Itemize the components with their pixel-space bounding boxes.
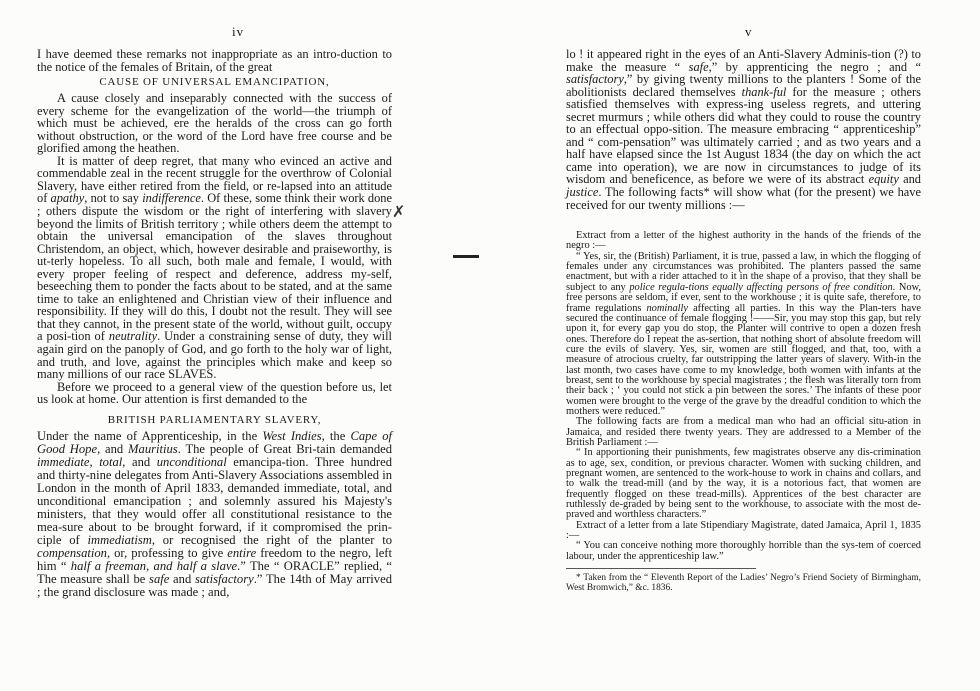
margin-dash-mark — [453, 255, 479, 258]
heading-parliamentary-slavery: BRITISH PARLIAMENTARY SLAVERY, — [107, 413, 322, 426]
italic-unconditional: unconditional — [156, 454, 227, 469]
footnote: * Taken from the “ Eleventh Report of the Ladies’ Negro’s Friend Society of Birmingham, West Bromwich,” &c. 1836. — [566, 573, 921, 594]
right-page — [490, 0, 980, 691]
text-span: , — [89, 454, 100, 469]
text-span: and — [169, 571, 195, 586]
italic-thankful: thank-ful — [741, 84, 787, 99]
text-span: , or recognised the right of the planter to — [151, 532, 392, 547]
text-span: , the — [321, 428, 351, 443]
text-span: , and — [122, 454, 157, 469]
text-span: affecting all parties. In this way the Plan-ters have secured the continuance of female flogging !——Sir, you may stop this gap, but rely upon it, for every gap you do stop, the Planter will contrive to open a dozen fresh ones. Therefore do I repeat the as-sertion, that nothing short of absolute freedom will cure the evils of slavery. Yes, sir, women are still flogged, and that, too, with a measure of atrocious cruelty, far outstripping the latter years of slavery. With-in the last month, two cases have come to my knowledge, both women with infants at the breast, sent to the workhouse by special magistrates ; the flesh was literally torn from their back ; ‘ you could not stick a pin between the sores.’ The infants of these poor women were brought to the verge of the grave by the dreadful condition to which the mothers were reduced.” — [566, 302, 921, 417]
italic-entire: entire — [227, 545, 257, 560]
left-column — [37, 48, 392, 599]
extract-intro-3: Extract of a letter from a late Stipendiary Magistrate, dated Jamaica, April 1, 1835 :— — [566, 519, 921, 542]
right-intro-paragraph — [566, 48, 921, 211]
text-span: . Now, free persons are seldom, if ever, sent to the workhouse ; it is quite safe, therefore, to frame regulations — [566, 281, 921, 314]
left-cause-paragraph: A cause closely and inseparably connected with the success of every scheme for the evangelization of the world—the triumph of which must be achieved, ere the heralds of the cross can go forth without obstruction, or the word of the Lord have free course and be glorified among the heathen. — [37, 91, 392, 156]
italic-justice: justice — [566, 185, 599, 200]
italic-satisfactory: satisfactory — [566, 72, 624, 87]
text-span: .” The “ ORACLE” replied, “ The measure shall be — [37, 558, 392, 586]
left-apprenticeship-paragraph — [37, 430, 392, 599]
italic-safe: safe — [149, 571, 170, 586]
italic-police-regulations: police regula-tions equally affecting persons of free condition — [629, 281, 893, 293]
left-page-number: iv — [232, 24, 245, 39]
left-at-home-paragraph: Before we proceed to a general view of the question before us, let us look at home. Our attention is first demanded to the — [37, 379, 392, 407]
text-span: , or, professing to give — [106, 545, 228, 560]
italic-apathy: apathy — [50, 191, 85, 206]
italic-safe: safe — [688, 59, 709, 74]
text-span: , not to say — [84, 191, 143, 206]
margin-cross-mark: ✗ — [392, 202, 406, 221]
text-span: . The people of Great Bri-tain demanded — [177, 441, 392, 456]
italic-equity: equity — [868, 172, 899, 187]
extract-letter-3: “ You can conceive nothing more thoroughly horrible than the sys-tem of coerced labour, under the apprenticeship law.” — [566, 540, 921, 562]
heading-universal-emancipation: CAUSE OF UNIVERSAL EMANCIPATION, — [99, 76, 330, 89]
text-span: It is matter of deep regret, that many who evinced an active and commendable zeal in the recent struggle for the overthrow of Colonial Slavery, have either retired from the field, or re-lapsed into an attitude of — [37, 153, 392, 206]
italic-west-indies: West Indies — [262, 428, 322, 443]
extract-letter-1 — [566, 252, 921, 418]
text-span: . The following facts* will show what (for the present) we have received for our twenty millions :— — [566, 185, 921, 212]
text-span: Under the name of Apprenticeship, in the — [37, 428, 263, 443]
italic-immediatism: immediatism — [87, 532, 152, 547]
text-span: .” The 14th of May arrived ; the grand disclosure was made ; and, — [37, 571, 392, 599]
italic-satisfactory: satisfactory — [194, 571, 254, 586]
text-span: lo ! it appeared right in the eyes of an Anti-Slavery Adminis-tion (?) to make the measure “ — [566, 47, 921, 74]
extract-intro-2: The following facts are from a medical man who had an official situ-ation in Jamaica, and resided there twenty years. They are addressed to a Member of the British Parliament :— — [566, 416, 921, 448]
text-span: . Under a constraining sense of duty, they will again gird on the panoply of God, and go forth to the holy war of light, and truth, and love, against the principles which make and keep so many millions of our race SLAVES. — [37, 329, 393, 382]
text-span: , and — [97, 441, 129, 456]
text-span: freedom to the negro, left him “ — [37, 545, 392, 573]
italic-half-freeman: half a freeman, and half a slave — [70, 558, 238, 573]
left-regret-paragraph — [37, 155, 392, 381]
right-page-number: v — [745, 24, 753, 39]
text-span: ,” by apprenticing the negro ; and “ — [708, 59, 921, 74]
text-span: emancipa-tion. Three hundred and thirty-nine delegates from Anti-Slavery Associations assembled in London in the month of April 1833, demanded immediate, total, and unconditional emancipation ; and solemnly assured his Majesty's ministers, that they would offer all constitutional resistance to the mea-sure about to be brought forward, if it compromised the prin-ciple of — [37, 454, 392, 547]
italic-cape: Cape of Good Hope — [37, 428, 392, 456]
text-span: . Of these, some think their work done ; others dispute the wisdom or the right of interfering with slavery beyond the limits of British territory ; while others deem the attempt to obtain the universal emancipation of the slaves throughout Christendom, an object, which, however desirable and praiseworthy, is ut-terly hopeless. To all such, both male and female, I would, with every proper feeling of respect and deference, address my-self, beseeching them to ponder the facts about to be stated, and at the same time to take an enlightened and Christian view of their influence and responsibility. If they will do this, I doubt not the result. They will see that they cannot, in the present state of the world, without guilt, occupy a posi-tion of — [37, 191, 392, 344]
italic-immediate: immediate — [37, 454, 90, 469]
extract-letter-2: “ In apportioning their punishments, few magistrates observe any dis-crimination as to age, sex, condition, or previous character. Women with sucking children, and pregnant women, are sentenced to the work-house to work in chains and collars, and to walk the tread-mill (and by the way, it is a notorious fact, that women are frequently flogged on these tread-mills). Apprentices of the best character are ruthlessly de-graded by being sent to the workhouse, to associate with the most de-praved and worthless characters.” — [566, 447, 921, 521]
left-page — [0, 0, 480, 691]
italic-compensation: compensation — [37, 545, 107, 560]
left-intro-paragraph: I have deemed these remarks not inappropriate as an intro-duction to the notice of the females of Britain, of the great — [37, 47, 392, 74]
text-span: for the measure ; others satisfied themselves with express-ing useless regrets, and uttering secret murmurs ; while others did what they could to rouse the country to an effectual oppo-sition. The measure embracing “ apprenticeship” and “ com-pensation” was ultimately carried ; and as two years and a half have elapsed since the 1st August 1834 (the day on which the act came into operation), we are now in circumstances to judge of its wisdom and beneficence, as before we were of its abstract — [566, 84, 922, 187]
italic-indifference: indifference — [142, 191, 201, 206]
spacer — [566, 211, 921, 231]
text-span: and — [898, 172, 921, 187]
footnote-rule — [566, 568, 756, 569]
right-column — [566, 48, 921, 594]
italic-total: total — [99, 454, 123, 469]
italic-mauritius: Mauritius — [128, 441, 178, 456]
italic-nominally: nominally — [646, 302, 689, 314]
italic-neutrality: neutrality — [108, 329, 158, 344]
extract-intro-1: Extract from a letter of the highest authority in the hands of the friends of the negro :— — [566, 230, 921, 252]
text-span: ,” by giving twenty millions to the planters ! Some of the abolitionists declared themselves — [566, 72, 921, 99]
text-span: “ Yes, sir, the (British) Parliament, it is true, passed a law, in which the flogging of females under any circumstances was prohibited. The planters passed the same enactment, but with a rider attached to it in the shape of a proviso, that they shall be subject to any — [566, 250, 921, 293]
